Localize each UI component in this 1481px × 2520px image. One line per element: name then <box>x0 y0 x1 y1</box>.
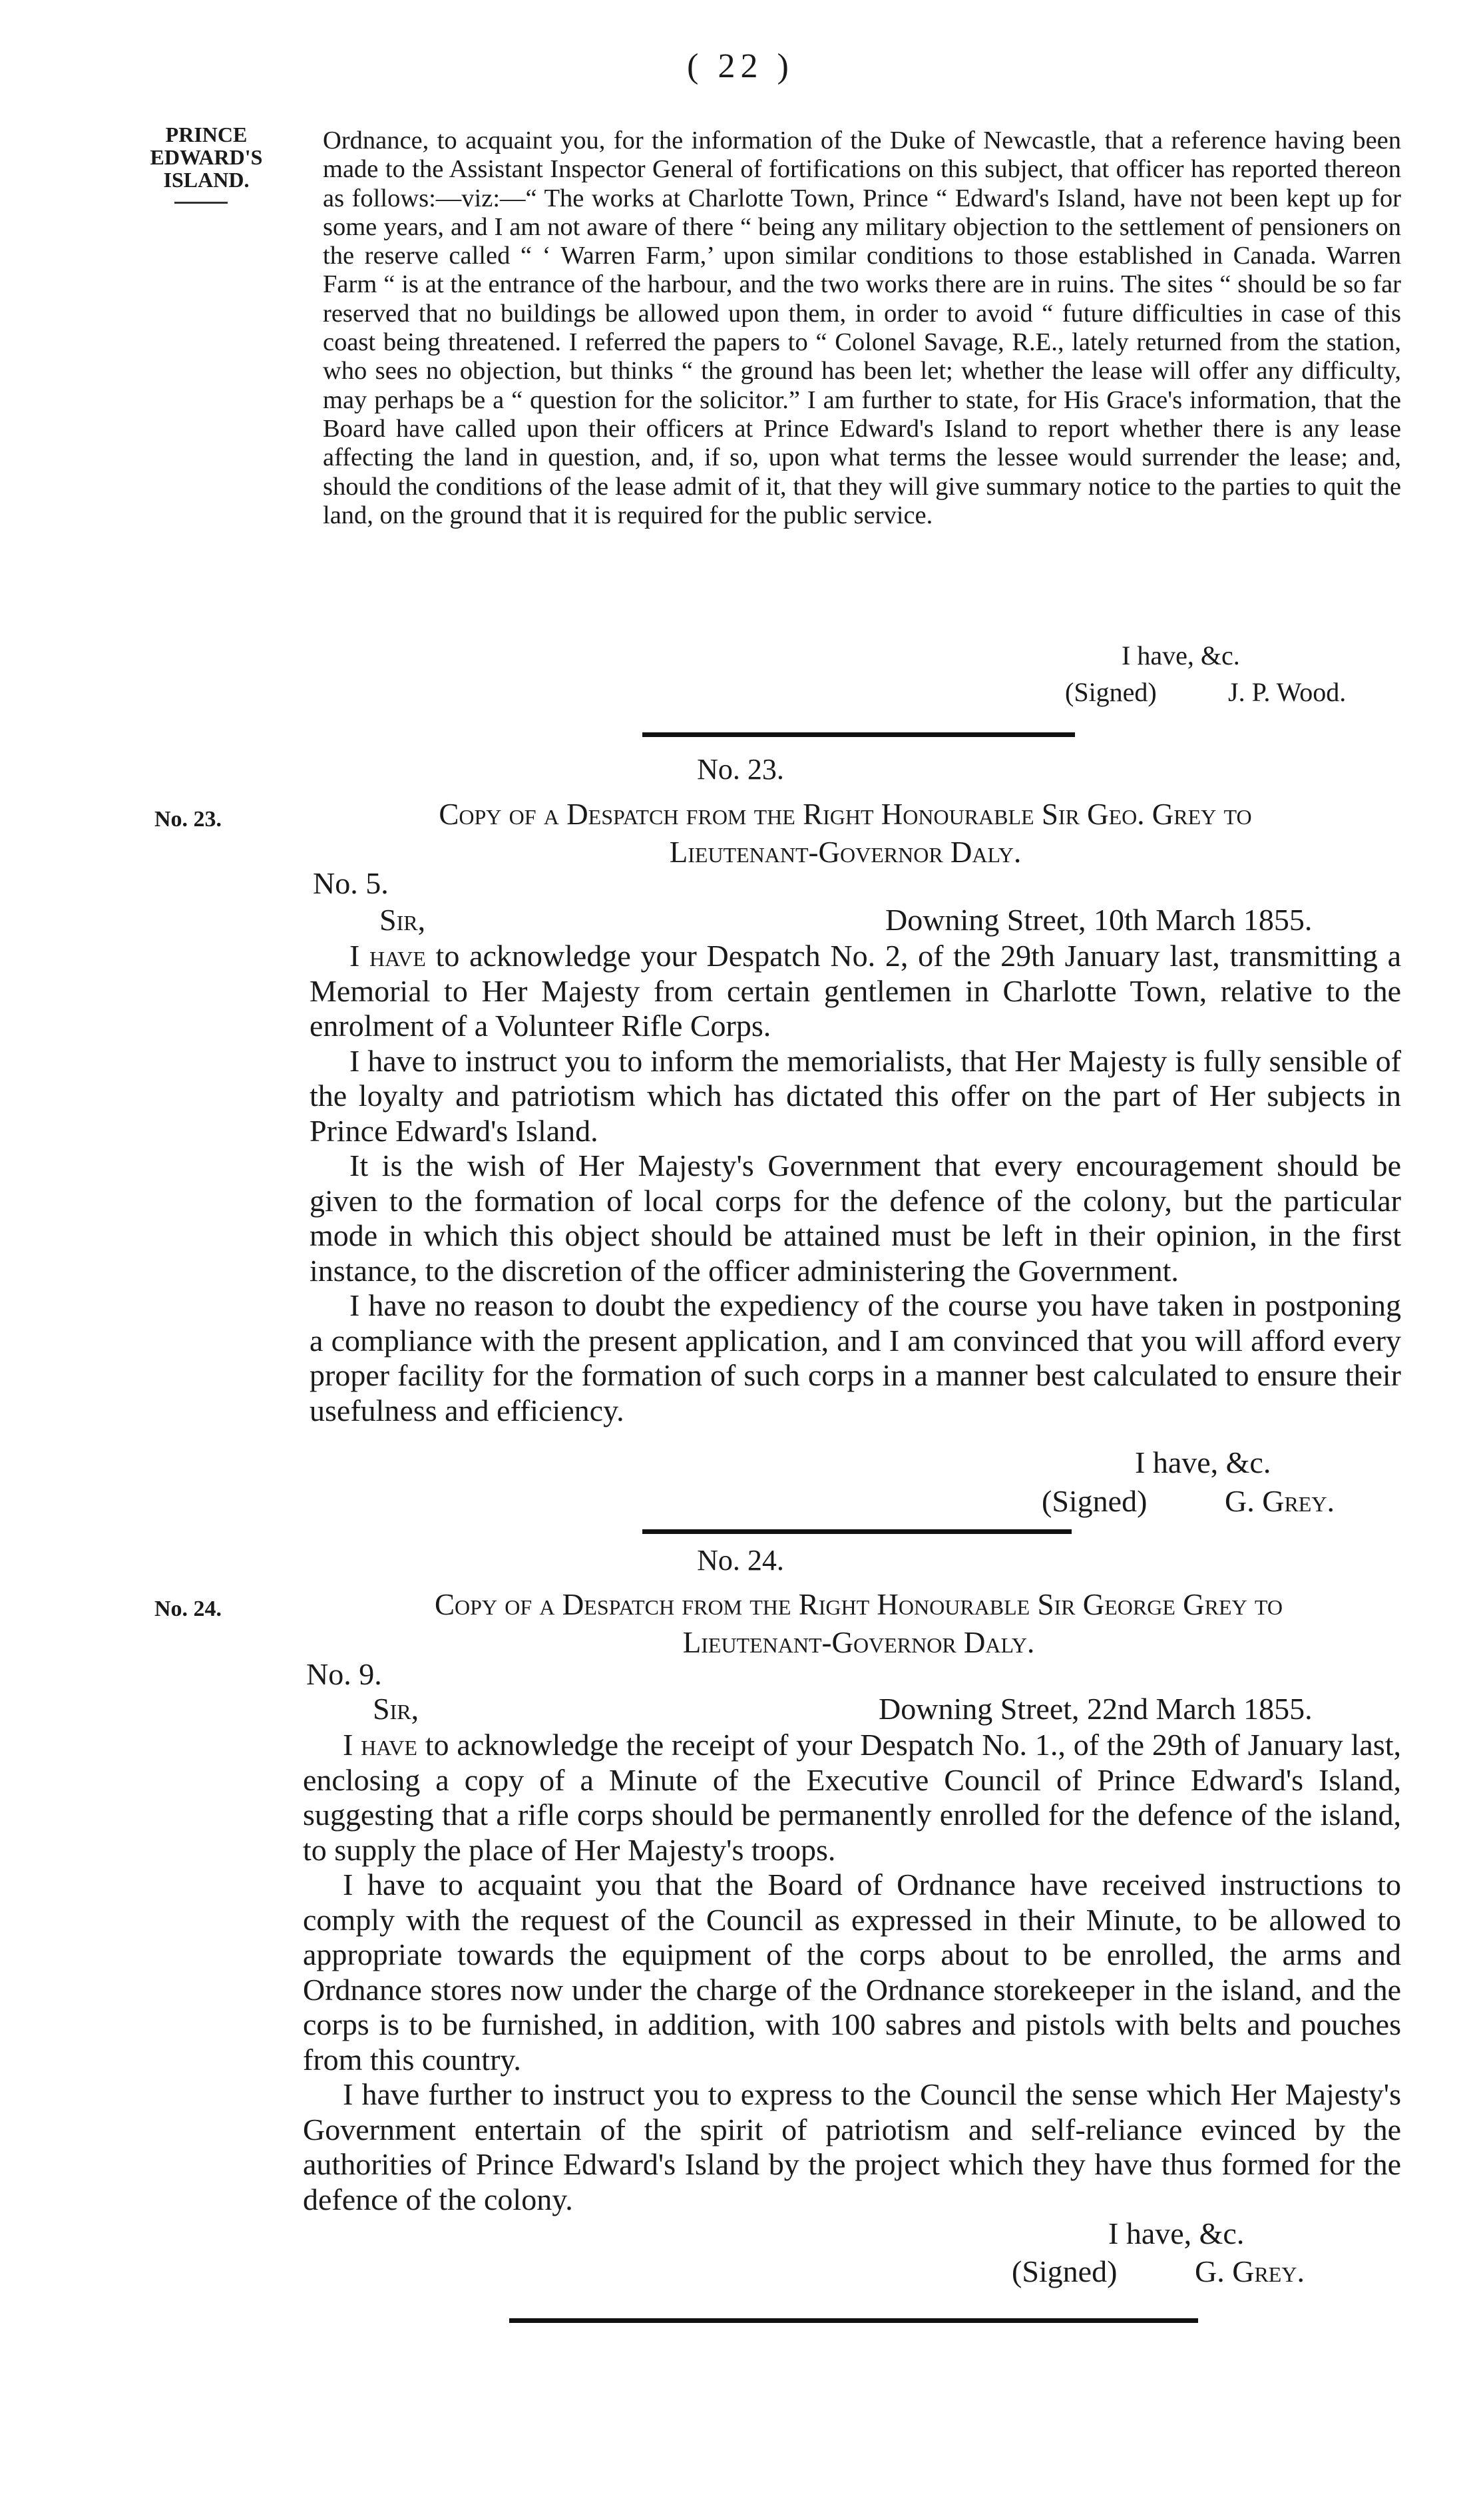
despatch23-title-line2: Lieutenant-Governor Daly. <box>669 836 1022 869</box>
sidebar-divider <box>174 202 228 204</box>
despatch24-signed-label: (Signed) <box>1012 2254 1118 2288</box>
despatch23-signed-label: (Signed) <box>1042 1484 1148 1518</box>
letter1-signed-label: (Signed) <box>1065 677 1157 707</box>
despatch24-opening: I have <box>343 1728 417 1762</box>
despatch24-signer: G. Grey. <box>1195 2254 1305 2288</box>
despatch24-paragraph-1-text: to acknowledge the receipt of your Despatch No. 1., of the 29th of January last, enclosing a copy of a Minute of the Executive Council of Prince Edward's Island, suggesting that a rifle corps should be permanently enrolled for the defence of the island, to supply the place of Her Majesty's troops. <box>303 1728 1401 1867</box>
letter1-body: Ordnance, to acquaint you, for the information of the Duke of Newcastle, that a reference having been made to the Assistant Inspector General of fortifications on this subject, that officer has reported thereon as follows:—viz:—“ The works at Charlotte Town, Prince “ Edward's Island, have not been kept up for some years, and I am not aware of there “ being any military objection to the settlement of pensioners on the reserve called “ ‘ Warren Farm,’ upon similar conditions to those established in Canada. Warren Farm “ is at the entrance of the harbour, and the two works there are in ruins. The sites “ should be so far reserved that no buildings be allowed upon them, in order to avoid “ future difficulties in case of this coast being threatened. I referred the papers to “ Colonel Savage, R.E., lately returned from the station, who sees no objection, but thinks “ the ground has been let; whether the lease will offer any difficulty, may perhaps be a “ question for the solicitor.” I am further to state, for His Grace's information, that the Board have called upon their officers at Prince Edward's Island to report whether there is any lease affecting the land in question, and, if so, upon what terms the lessee would surrender the lease; and, should the conditions of the lease admit of it, that they will give summary notice to the parties to quit the land, on the ground that it is required for the public service. <box>323 126 1401 529</box>
despatch23-paragraph-1 <box>310 939 1401 1044</box>
end-divider <box>509 2318 1198 2323</box>
letter1-closing: I have, &c. <box>1122 640 1240 670</box>
despatch23-paragraph-3: It is the wish of Her Majesty's Government that every encouragement should be given to the formation of local corps for the defence of the colony, but the particular mode in which this object should be attained must be left in their opinion, in the first instance, to the discretion of the officer administering the Government. <box>310 1148 1401 1288</box>
despatch23-paragraph-2: I have to instruct you to inform the memorialists, that Her Majesty is fully sensible of the loyalty and patriotism which has dictated this offer on the part of Her subjects in Prince Edward's Island. <box>310 1043 1401 1148</box>
despatch23-paragraph-1-text: to acknowledge your Despatch No. 2, of the 29th January last, transmitting a Memorial to Her Majesty from certain gentlemen in Charlotte Town, relative to the enrolment of a Volunteer Rifle Corps. <box>310 939 1401 1043</box>
despatch23-closing: I have, &c. <box>1135 1445 1271 1479</box>
letter1-signer: J. P. Wood. <box>1228 677 1347 707</box>
despatch23-paragraph-4: I have no reason to doubt the expediency of the course you have taken in postponing a compliance with the present application, and I am convinced that you will afford every proper facility for the formation of such corps in a manner best calculated to ensure their usefulness and efficiency. <box>310 1288 1401 1427</box>
section-divider-1 <box>642 732 1075 737</box>
despatch24-paragraph-2: I have to acquaint you that the Board of Ordnance have received instructions to comply with the request of the Council as expressed in their Minute, to be allowed to appropriate towards the equipment of the corps about to be enrolled, the arms and Ordnance stores now under the charge of the Ordnance storekeeper in the island, and the corps is to be furnished, in addition, with 100 sabres and pistols with belts and pouches from this country. <box>303 1868 1401 2077</box>
despatch24-number: No. 9. <box>306 1657 382 1691</box>
despatch24-margin-number: No. 24. <box>154 1597 222 1621</box>
despatch23-number: No. 5. <box>313 866 389 900</box>
despatch23-title-line1: Copy of a Despatch from the Right Honourable Sir Geo. Grey to <box>439 798 1252 831</box>
despatch24-title-line2: Lieutenant-Governor Daly. <box>682 1626 1035 1659</box>
despatch24-closing: I have, &c. <box>1108 2216 1245 2250</box>
despatch24-body <box>303 1728 1401 2217</box>
sidebar-heading: PRINCE EDWARD'S ISLAND. <box>150 123 263 192</box>
despatch24-salutation: Sir, <box>373 1692 419 1726</box>
section-divider-2 <box>642 1529 1072 1534</box>
despatch23-signer: G. Grey. <box>1225 1484 1335 1518</box>
despatch24-paragraph-1 <box>303 1728 1401 1868</box>
despatch23-salutation: Sir, <box>379 903 426 937</box>
despatch23-title <box>313 796 1378 872</box>
despatch24-dateline: Downing Street, 22nd March 1855. <box>879 1692 1313 1726</box>
despatch24-title <box>306 1586 1411 1662</box>
despatch23-dateline: Downing Street, 10th March 1855. <box>885 903 1313 937</box>
page-number: ( 22 ) <box>687 47 794 85</box>
despatch24-title-line1: Copy of a Despatch from the Right Honourable Sir George Grey to <box>435 1588 1283 1621</box>
despatch23-body <box>310 939 1401 1428</box>
despatch23-margin-number: No. 23. <box>154 807 222 832</box>
despatch24-heading: No. 24. <box>697 1544 784 1577</box>
despatch24-paragraph-3: I have further to instruct you to express to the Council the sense which Her Majesty's Government entertain of the spirit of patriotism and self-reliance evinced by the authorities of Prince Edward's Island by the project which they have thus formed for the defence of the colony. <box>303 2077 1401 2216</box>
despatch23-heading: No. 23. <box>697 753 784 786</box>
despatch23-opening: I have <box>349 939 426 973</box>
